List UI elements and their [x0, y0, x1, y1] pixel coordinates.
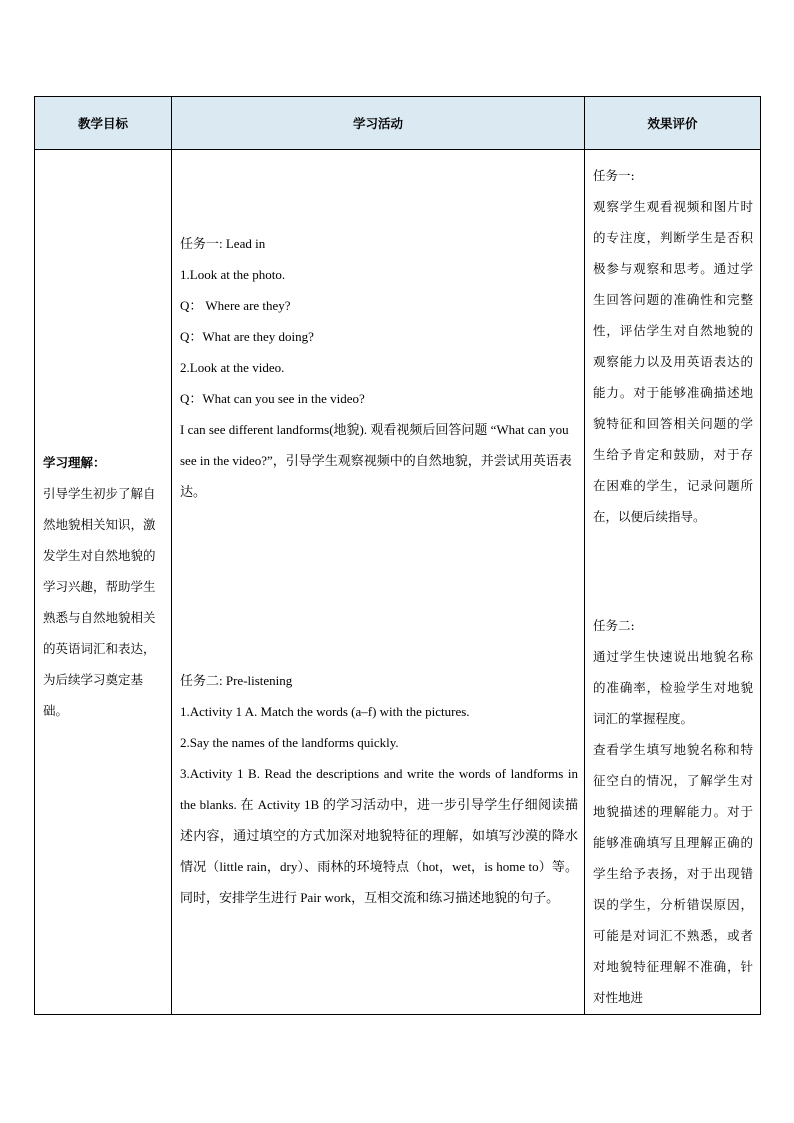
goal-block	[43, 447, 165, 726]
goal-text: 引导学生初步了解自然地貌相关知识，激发学生对自然地貌的学习兴趣，帮助学生熟悉与自然地貌相关的英语词汇和表达，为后续学习奠定基础。	[43, 486, 156, 718]
eval2-text-1: 通过学生快速说出地貌名称的准确率，检验学生对地貌词汇的掌握程度。	[593, 649, 753, 726]
task1-line-6: I can see different landforms(地貌). 观看视频后回答问题 “What can you see in the video?”，引导学生观察视频中的自然地貌，并尝试用英语表达。	[180, 422, 572, 499]
eval2-title: 任务二:	[593, 618, 635, 633]
goals-cell	[35, 150, 172, 1015]
task2-block	[180, 665, 578, 913]
eval1-block	[593, 160, 753, 532]
header-row	[35, 97, 761, 150]
task1-line-1: 1.Look at the photo.	[180, 267, 286, 282]
eval1-title: 任务一:	[593, 168, 635, 183]
task2-line-3: 3.Activity 1 B. Read the descriptions and write the words of landforms in the blanks. 在 Activity 1B 的学习活动中，进一步引导学生仔细阅读描述内容，通过填空的方式加深对地貌特征的理解，如填写沙漠的降水情况（little rain，dry）、雨林的环境特点（hot，wet，is home to）等。同时，安排学生进行 Pair work，互相交流和练习描述地貌的句子。	[180, 766, 578, 905]
evaluation-cell	[585, 150, 761, 1015]
goal-title: 学习理解：	[43, 455, 106, 470]
eval2-block	[593, 610, 753, 1013]
activities-cell	[172, 150, 585, 1015]
eval1-text: 观察学生观看视频和图片时的专注度，判断学生是否积极参与观察和思考。通过学生回答问题的准确性和完整性，评估学生对自然地貌的观察能力以及用英语表达的能力。对于能够准确描述地貌特征和回答相关问题的学生给予肯定和鼓励，对于存在困难的学生，记录问题所在，以便后续指导。	[593, 199, 753, 524]
task1-line-4: 2.Look at the video.	[180, 360, 285, 375]
task2-line-1: 1.Activity 1 A. Match the words (a–f) with the pictures.	[180, 704, 470, 719]
header-goals: 教学目标	[35, 97, 172, 150]
content-row	[35, 150, 761, 1015]
task1-line-5: Q：What can you see in the video?	[180, 391, 365, 406]
task2-line-2: 2.Say the names of the landforms quickly.	[180, 735, 399, 750]
task1-line-2: Q： Where are they?	[180, 298, 291, 313]
task1-title: 任务一: Lead in	[180, 236, 266, 251]
task1-line-3: Q：What are they doing?	[180, 329, 314, 344]
header-activities: 学习活动	[172, 97, 585, 150]
lesson-plan-table	[34, 96, 761, 1015]
task1-block	[180, 228, 578, 507]
task2-title: 任务二: Pre-listening	[180, 673, 293, 688]
header-evaluation: 效果评价	[585, 97, 761, 150]
eval2-text-2: 查看学生填写地貌名称和特征空白的情况，了解学生对地貌描述的理解能力。对于能够准确填写且理解正确的学生给予表扬，对于出现错误的学生，分析错误原因，可能是对词汇不熟悉，或者对地貌特征理解不准确，针对性地进	[593, 742, 753, 1005]
